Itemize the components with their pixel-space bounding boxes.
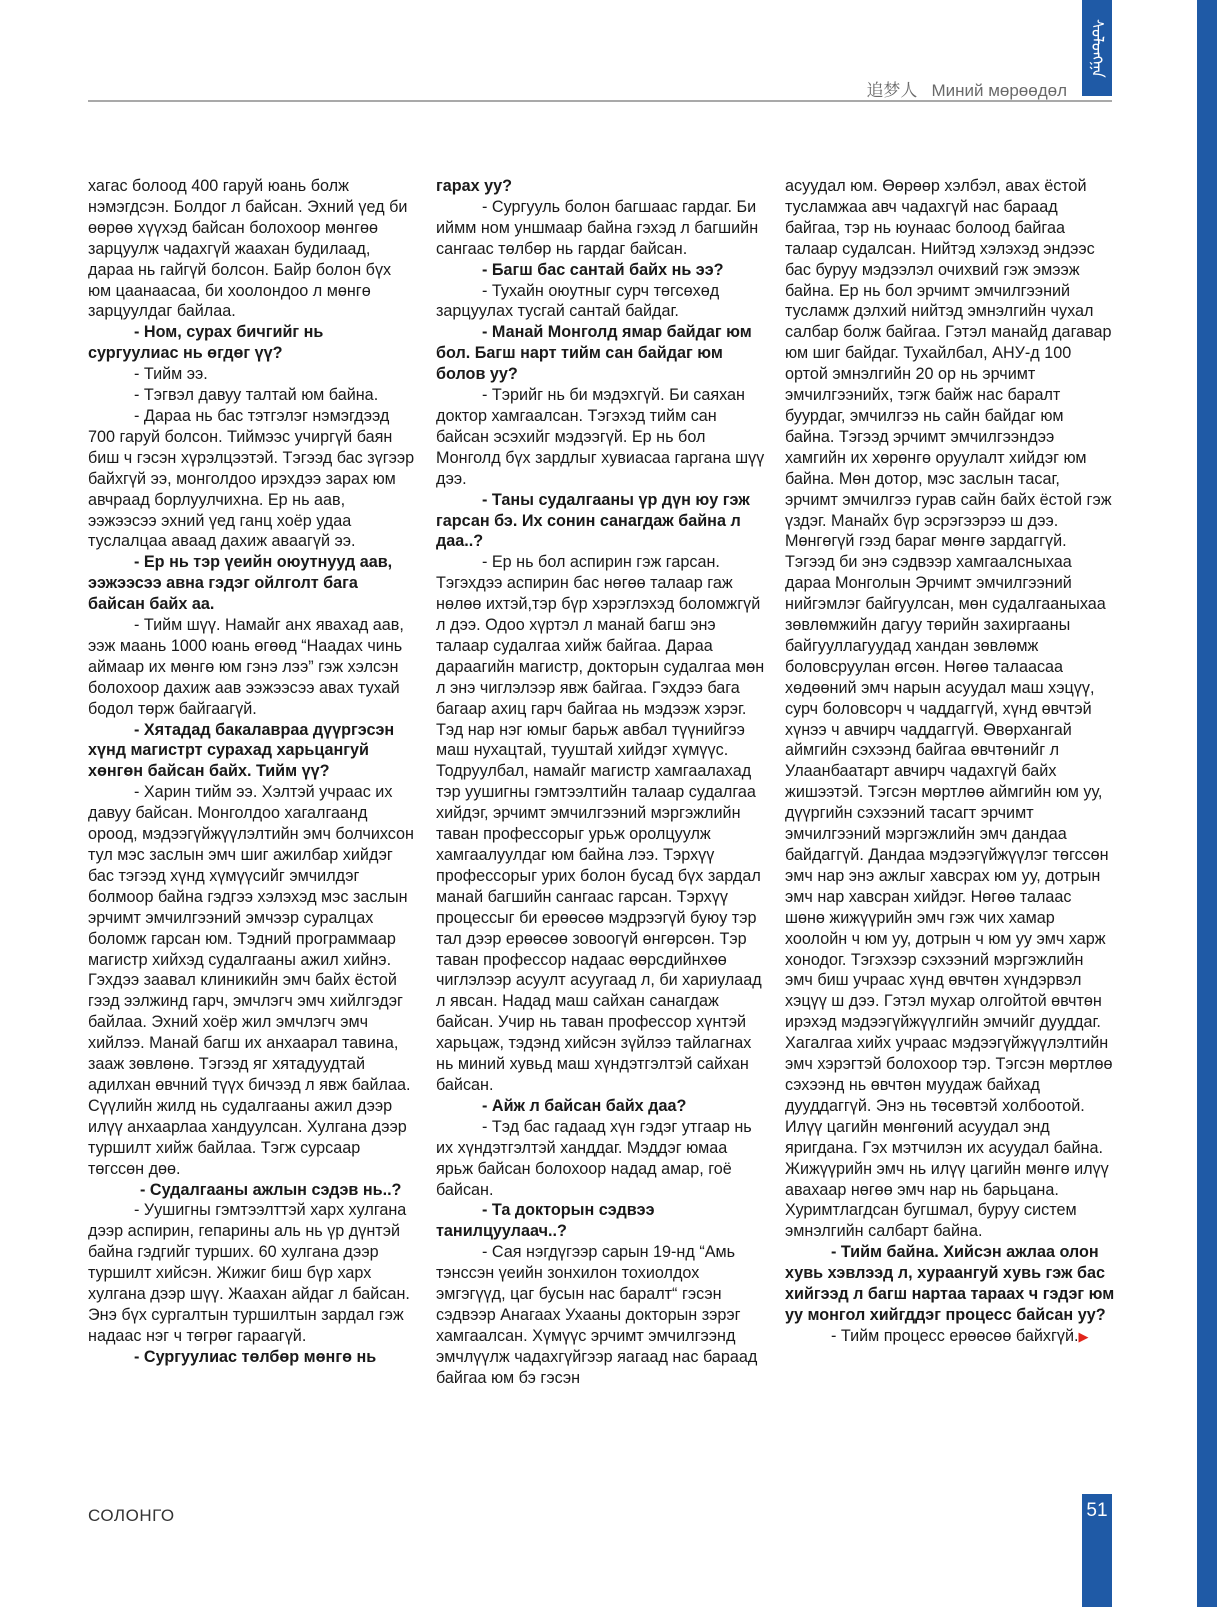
paragraph: - Тухайн оюутныг сурч төгсөхөд зарцуулах тусгай сантай байдаг. <box>436 281 720 321</box>
column-3 <box>785 176 1115 1348</box>
end-triangle-icon: ▶ <box>1078 1328 1089 1344</box>
question: - Сургуулиас төлбөр мөнгө нь <box>134 1347 377 1366</box>
paragraph: асуудал юм. Өөрөөр хэлбэл, авах ёстой тусламжаа авч чадахгүй нас бараад байгаа, тэр нь юунаас болоод байгаа талаар судалсан. Нийтэд хэлэхэд эндээс бас буруу мэдээлэл очихвий гэж эмээж байна. Ер нь бол эрчимт эмчилгээний тусламж дэлхий нийтэд эмнэлгийн чухал салбар болж байгаа. Гэтэл манайд дагавар юм шиг байдаг. Тухайлбал, АНУ-д 100 ортой эмнэлгийн 20 ор нь эрчимт эмчилгээнийх, тэгж байж нас баралт буурдаг, эмчилгээ нь сайн байдаг юм байна. Тэгээд эрчимт эмчилгээндээ хамгийн их хөрөнгө оруулалт хийдэг юм байна. Мөн дотор, мэс заслын тасаг, эрчимт эмчилгээ гурав сайн байх ёстой гэж үздэг. Манайх бүр эсрэгээрээ ш дээ. Мөнгөгүй гээд бараг мөнгө зардаггүй. Тэгээд би энэ сэдвээр хамгаалсныхаа дараа Монголын Эрчимт эмчилгээний нийгэмлэг байгуулсан, мөн судалгааныхаа зөвлөмжийн дагуу төрийн захиргааны байгууллагуудад хандан зөвлөмж боловсруулан өгсөн. Нөгөө талаасаа хөдөөний эмч нарын асуудал маш хэцүү, сурч боловсорч ч чаддаггүй, хүнд өвчтэй хүнээ ч авчирч чаддаггүй. Өвөрхангай аймгийн сэхээнд байгаа өвчтөнийг л Улаанбаатарт авчирч чадахгүй байх жишээтэй. Тэгсэн мөртлөө аймгийн юм уу, дүүргийн сэхээний тасагт эрчимт эмчилгээний мэргэжлийн эмч дандаа байдаггүй. Дандаа мэдээгүйжүүлэг төгссөн эмч нар энэ ажлыг хавсрах юм уу, дотрын эмч нар хавсран хийдэг. Нөгөө талаас шөнө жижүүрийн эмч гэж чих хамар хоолойн ч юм уу, дотрын ч юм уу эмч харж хонодог. Тэгэхээр сэхээний мэргэжлийн эмч биш учраас хүнд өвчтөн хүндэрвэл хэцүү ш дээ. Гэтэл мухар олгойтой өвчтөн ирэхэд мэдээгүйжүүлгийн эмчийг дууддаг. Хагалгаа хийх учраас мэдээгүйжүүлэлтийн эмч хэрэгтэй болохоор тэр. Тэгсэн мөртлөө сэхээнд нь өвчтөн муудаж байхад дууддаггүй. Энэ нь төсөвтэй холбоотой. Илүү цагийн мөнгөний асуудал энд яригдана. Гэх мэтчилэн их асуудал байна. Жижүүрийн эмч нь илүү цагийн мөнгө илүү авахаар нөгөө эмч нар нь барьцана. Хуримтлагдсан бугшмал, буруу систем эмнэлгийн салбарт байна. <box>785 177 1113 1241</box>
paragraph: - Тэгвэл давуу талтай юм байна. <box>134 386 379 405</box>
question: - Багш бас сантай байх нь ээ? <box>482 260 724 279</box>
question: - Манай Монголд ямар байдаг юм бол. Багш нарт тийм сан байдаг юм болов уу? <box>436 323 752 384</box>
paragraph: - Тэд бас гадаад хүн гэдэг утгаар нь их хүндэтгэлтэй ханддаг. Мэддэг юмаа ярьж байсан болохоор надад амар, гоё байсан. <box>436 1117 752 1199</box>
column-1 <box>88 176 418 1368</box>
paragraph: - Дараа нь бас тэтгэлэг нэмэгдээд 700 гаруй болсон. Тиймээс учиргүй баян биш ч гэсэн хүрэлцээтэй. Тэгээд бас зүгээр байхгүй ээ, монголдоо ирэхдээ зарах юм авчраад борлуулчихна. Ер нь аав, ээжээсээ эхний үед ганц хоёр удаа туслалцаа аваад дахиж аваагүй ээ. <box>88 406 415 551</box>
question: - Таны судалгааны үр дүн юу гэж гарсан бэ. Их сонин санагдаж байна л даа..? <box>436 490 750 551</box>
top-tab <box>1082 0 1112 96</box>
closing-paragraph <box>785 1326 1115 1348</box>
question: - Судалгааны ажлын сэдэв нь..? <box>140 1180 402 1199</box>
paragraph: - Тэрийг нь би мэдэхгүй. Би саяхан доктор хамгаалсан. Тэгэхэд тийм сан байсан эсэхийг мэдээгүй. Ер нь бол Монголд бүх зардлыг хувиасаа гаргана шүү дээ. <box>436 386 765 488</box>
section-label-cn: 追梦人 <box>866 81 918 100</box>
paragraph: - Уушигны гэмтээлттэй харх хулгана дээр аспирин, гепарины аль нь үр дүнтэй байна гэдгийг турших. 60 хулгана дээр туршилт хийсэн. Жижиг биш бүр харх хулгана дээр шүү. Жаахан айдаг л байсан. Энэ бүх сургалтын туршилтын зардал гэж надаас нэг ч төгрөг гараагүй. <box>88 1201 410 1345</box>
paragraph: хагас болоод 400 гаруй юань болж нэмэгдсэн. Болдог л байсан. Эхний үед би өөрөө хүүхэд байсан болохоор мөнгөө зарцуулж чадахгүй жаахан будилаад, дараа нь гайгүй болсон. Байр болон бүх юм цаанаасаа, би хоолондоо л мөнгө зарцуулдаг байлаа. <box>88 177 408 321</box>
closing-text: - Тийм процесс ерөөсөө байхгүй. <box>831 1326 1079 1345</box>
question: - Айж л байсан байх даа? <box>482 1096 687 1115</box>
vertical-magazine-name: ᠰᠣᠯᠣᠩᠭ᠋ᠠ <box>1088 18 1107 78</box>
paragraph: - Ер нь бол аспирин гэж гарсан. Тэгэхдээ аспирин бас нөгөө талаар гаж нөлөө ихтэй,тэр бүр хэрэглэхэд боломжгүй л дээ. Одоо хүртэл л манай багш энэ талаар судалгаа хийж байгаа. Дараа дараагийн магистр, докторын судалгаа мөн л энэ чиглэлээр явж байгаа. Гэхдээ бага багаар ахиц гарч байгаа нь мэдээж хэрэг. Тэд нар нэг юмыг барьж авбал түүнийгээ маш нухацтай, тууштай хийдэг хүмүүс. Тодруулбал, намайг магистр хамгаалахад тэр уушигны гэмтээлтийн талаар судалгаа хийдэг, эрчимт эмчилгээний мэргэжлийн таван профессорыг урьж оролцуулж хамгаалуулдаг юм байна лээ. Тэрхүү профессорыг урих болон бусад бүх зардал манай багшийн сангаас гарсан. Тэрхүү процессыг би ерөөсөө мэдрээгүй буюу тэр тал дээр ерөөсөө зовоогүй өнгөрсөн. Тэр таван профессор надаас өөрсдийнхөө чиглэлээр асуулт асуугаад л, би хариулаад л явсан. Надад маш сайхан санагдаж байсан. Учир нь таван профессор хүнтэй харьцаж, тэдэнд хийсэн зүйлээ тайлагнах нь миний хувьд маш хүндэтгэлтэй сайхан байсан. <box>436 553 765 1094</box>
question: - Хятадад бакалавраа дүүргэсэн хүнд магистрт сурахад харьцангуй хөнгөн байсан байх. Тийм үү? <box>88 720 395 781</box>
section-title: Миний мөрөөдөл <box>931 81 1067 100</box>
bottom-color-band <box>1082 1528 1112 1607</box>
header-rule <box>88 100 1112 102</box>
side-color-bar <box>1197 0 1217 1607</box>
question: - Ном, сурах бичгийг нь сургуулиас нь өгдөг үү? <box>88 323 324 363</box>
paragraph: - Сургууль болон багшаас гардаг. Би иймм ном уншмаар байна гэхэд л багшийн сангаас төлбөр нь гардаг байсан. <box>436 197 759 258</box>
magazine-name-footer: СОЛОНГО <box>88 1506 175 1525</box>
question: гарах уу? <box>436 177 513 195</box>
question: - Ер нь тэр үеийн оюутнууд аав, ээжээсээ авна гэдэг ойлголт бага байсан байх аа. <box>88 553 393 614</box>
question: - Тийм байна. Хийсэн ажлаа олон хувь хэвлээд л, хураангуй хувь гэж бас хийгээд л багш нартаа тараах ч гэдэг юм уу монгол хийгддэг процесс байсан уу? <box>785 1243 1115 1324</box>
paragraph: - Сая нэгдүгээр сарын 19-нд “Амь тэнссэн үеийн зонхилон тохиолдох эмгэгүүд, цаг бусын нас баралт“ гэсэн сэдвээр Анагаах Ухааны докторын зэрэг хамгаалсан. Хүмүүс эрчимт эмчилгээнд эмчлүүлж чадахгүйгээр яагаад нас бараад байгаа юм бэ гэсэн <box>436 1243 758 1387</box>
page-number: 51 <box>1082 1494 1112 1528</box>
paragraph: - Тийм шүү. Намайг анх явахад аав, ээж маань 1000 юань өгөөд “Наадах чинь аймаар их мөнгө юм гэнэ лээ” гэж хэлсэн болохоор дахиж аав ээжээсээ авах тухай бодол төрж байгаагүй. <box>88 616 404 718</box>
paragraph: - Тийм ээ. <box>134 365 208 384</box>
question: - Та докторын сэдвээ танилцуулаач..? <box>436 1201 655 1241</box>
paragraph: - Харин тийм ээ. Хэлтэй учраас их давуу байсан. Монголдоо хагалгаанд ороод, мэдээгүйжүүлэлтийн эмч болчихсон тул мэс заслын эмч шиг ажилбар хийдэг бас тэгээд хүнд хүмүүсийг эмчилдэг болмоор байна гэдгээ хэлэхэд мэс заслын эрчимт эмчилгээний эмчээр суралцах боломж гарсан юм. Тэдний программаар магистр хийхэд судалгааны ажил хийнэ. Гэхдээ заавал клиникийн эмч байх ёстой гээд ээлжинд гарч, эмчлэгч эмч хийлгэдэг байлаа. Эхний хоёр жил эмчлэгч эмч хийлээ. Манай багш их анхаарал тавина, зааж зөвлөнө. Тэгээд яг хятадуудтай адилхан өвчний түүх бичээд л явж байлаа. Сүүлийн жилд нь судалгааны ажил дээр илүү анхаарлаа хандуулсан. Хулгана дээр туршилт хийж байлаа. Тэгж сурсаар төгссөн дөө. <box>88 783 414 1178</box>
page-header <box>866 76 1067 101</box>
column-2 <box>436 176 766 1389</box>
